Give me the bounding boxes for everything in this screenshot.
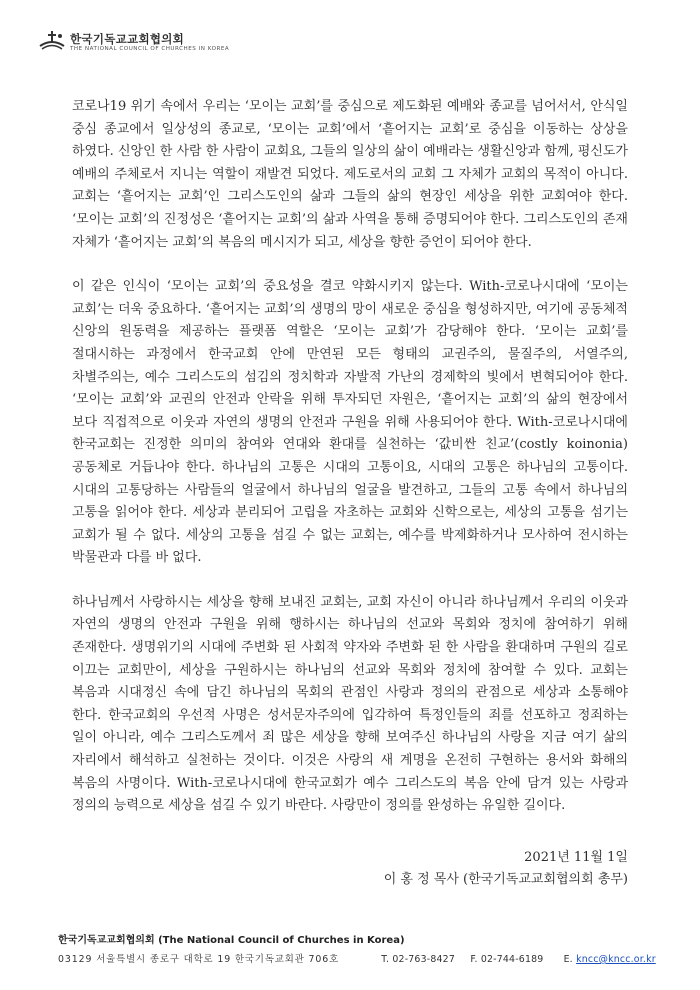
org-name-korean: 한국기독교교회협의회 bbox=[70, 32, 185, 46]
body-paragraph-3: 하나님께서 사랑하시는 세상을 향해 보내진 교회는, 교회 자신이 아니라 하나님께서 우리의 이웃과 자연의 생명의 안전과 구원을 위해 행하시는 하나님의 선교와 목회와 정치에 참여하기 위해 존재한다. 생명위기의 시대에 주변화 된 사회적 약자와 주변화 된 한 사람을 환대하며 구원의 길로 이끄는 교회만이, 세상을 구원하시는 하나님의 선교와 목회와 정치에 참여할 수 있다. 교회는 복음과 시대정신 속에 담긴 하나님의 목회의 관점인 사랑과 정의의 관점으로 세상과 소통해야 한다. 한국교회의 우선적 사명은 성서문자주의에 입각하여 특정인들의 죄를 선포하고 정죄하는 일이 아니라, 예수 그리스도께서 죄 많은 세상을 향해 보여주신 하나님의 사랑을 지금 여기 삶의 자리에서 해석하고 실천하는 것이다. 이것은 사랑의 새 계명을 온전히 구현하는 용서와 화해의 복음의 사명이다. With-코로나시대에 한국교회가 예수 그리스도의 복음 안에 담겨 있는 사랑과 정의의 능력으로 세상을 섬길 수 있기 바란다. 사랑만이 정의를 완성하는 유일한 길이다. bbox=[72, 594, 628, 814]
letterhead bbox=[38, 30, 298, 58]
letter-body bbox=[72, 96, 628, 818]
footer-email-link[interactable]: kncc@kncc.or.kr bbox=[576, 954, 656, 965]
letter-date: 2021년 11월 1일 bbox=[524, 850, 628, 865]
footer-email-label: E. bbox=[563, 954, 573, 965]
footer-org-name: 한국기독교교회협의회 (The National Council of Churches in Korea) bbox=[58, 935, 405, 946]
footer-phone: T. 02-763-8427 bbox=[381, 954, 456, 965]
body-paragraph-1: 코로나19 위기 속에서 우리는 ‘모이는 교회’를 중심으로 제도화된 예배와 종교를 넘어서서, 안식일 중심 종교에서 일상성의 종교로, ‘모이는 교회’에서 ‘흩어지는 교회’로 중심을 이동하는 상상을 하였다. 신앙인 한 사람 한 사람이 교회요, 그들의 일상의 삶이 예배라는 생활신앙과 함께, 평신도가 예배의 주체로서 지니는 역할이 재발견 되었다. 제도로서의 교회 그 자체가 교회의 목적이 아니다. 교회는 ‘흩어지는 교회’인 그리스도인의 삶과 그들의 삶의 현장인 세상을 위한 교회여야 한다. ‘모이는 교회’의 진정성은 ‘흩어지는 교회’의 삶과 사역을 통해 증명되어야 한다. 그리스도인의 존재 자체가 ‘흩어지는 교회’의 복음의 메시지가 되고, 세상을 향한 증언이 되어야 한다. bbox=[72, 99, 628, 250]
letter-footer bbox=[58, 931, 658, 965]
footer-contact-line bbox=[58, 951, 658, 965]
signer-line: 이 홍 정 목사 (한국기독교교회협의회 총무) bbox=[383, 872, 628, 887]
footer-fax: F. 02-744-6189 bbox=[470, 954, 544, 965]
footer-address: 03129 서울특별시 종로구 대학로 19 한국기독교회관 706호 bbox=[58, 954, 340, 965]
org-name-english: THE NATIONAL COUNCIL OF CHURCHES IN KOREA bbox=[70, 46, 230, 52]
ncck-cross-logo-icon bbox=[38, 30, 66, 54]
body-paragraph-2: 이 같은 인식이 ‘모이는 교회’의 중요성을 결코 약화시키지 않는다. With-코로나시대에 ‘모이는 교회’는 더욱 중요하다. ‘흩어지는 교회’의 생명의 망이 새로운 중심을 형성하지만, 여기에 공동체적 신앙의 원동력을 제공하는 플랫폼 역할은 ‘모이는 교회’가 감당해야 한다. ‘모이는 교회’를 절대시하는 과정에서 한국교회 안에 만연된 모든 형태의 교권주의, 물질주의, 서열주의, 차별주의는, 예수 그리스도의 섬김의 정치학과 자발적 가난의 경제학의 빛에서 변혁되어야 한다. ‘모이는 교회’와 교권의 안전과 안락을 위해 투자되던 자원은, ‘흩어지는 교회’의 삶의 현장에서 보다 직접적으로 이웃과 자연의 생명의 안전과 구원을 위해 사용되어야 한다. With-코로나시대에 한국교회는 진정한 의미의 참여와 연대와 환대를 실천하는 ‘값비싼 친교’(costly koinonia) 공동체로 거듭나야 한다. 하나님의 고통은 시대의 고통이요, 시대의 고통은 하나님의 고통이다. 시대의 고통당하는 사람들의 얼굴에서 하나님의 얼굴을 발견하고, 그들의 고통 속에서 하나님의 고통을 읽어야 한다. 세상과 분리되어 고립을 자초하는 교회와 신학으로는, 세상의 고통을 섬기는 교회가 될 수 없다. 세상의 고통을 섬길 수 없는 교회는, 예수를 박제화하거나 모사하여 전시하는 박물관과 다를 바 없다. bbox=[72, 279, 628, 566]
